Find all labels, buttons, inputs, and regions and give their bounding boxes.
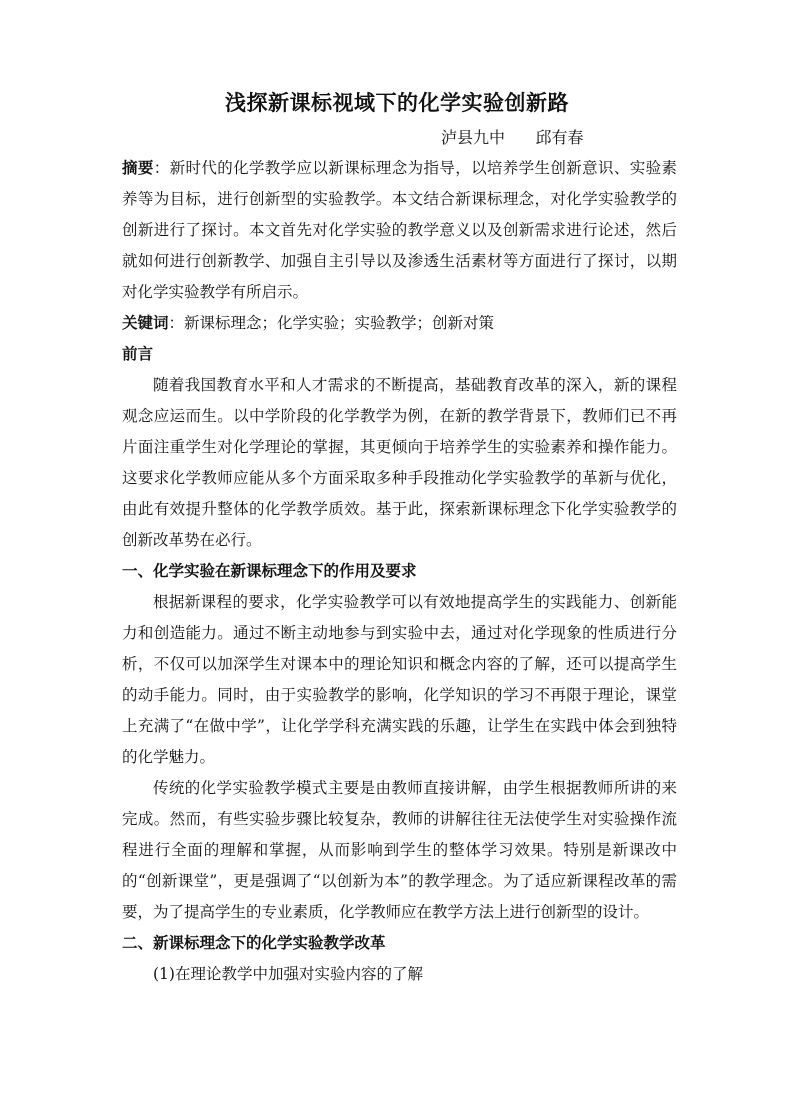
abstract-text: ：新时代的化学教学应以新课标理念为指导，以培养学生创新意识、实验素养等为目标，进行创新型的实验教学。本文结合新课标理念，对化学实验教学的创新进行了探讨。本文首先对化学实验的教学意义以及创新需求进行论述，然后就如何进行创新教学、加强自主引导以及渗透生活素材等方面进行了探讨，以期对化学实验教学有所启示。 bbox=[122, 159, 677, 301]
author-line: 泸县九中 邱有春 bbox=[441, 128, 584, 147]
section2-heading: 二、新课标理念下的化学实验教学改革 bbox=[122, 934, 386, 952]
document-body bbox=[122, 153, 677, 990]
abstract-paragraph bbox=[122, 153, 677, 308]
keywords-text: ：新课标理念；化学实验；实验教学；创新对策 bbox=[168, 314, 495, 332]
section1-heading: 一、化学实验在新课标理念下的作用及要求 bbox=[122, 562, 417, 580]
section1-paragraph-1: 根据新课程的要求，化学实验教学可以有效地提高学生的实践能力、创新能力和创造能力。通过不断主动地参与到实验中去，通过对化学现象的性质进行分析，不仅可以加深学生对课本中的理论知识和概念内容的了解，还可以提高学生的动手能力。同时，由于实验教学的影响，化学知识的学习不再限于理论，课堂上充满了“在做中学”，让化学学科充满实践的乐趣，让学生在实践中体会到独特的化学魅力。 bbox=[122, 593, 677, 766]
document-title: 浅探新课标视域下的化学实验创新路 bbox=[225, 91, 569, 115]
preface-heading: 前言 bbox=[122, 345, 154, 363]
abstract-label: 摘要 bbox=[122, 159, 154, 177]
keywords-paragraph bbox=[122, 308, 677, 339]
preface-paragraph: 随着我国教育水平和人才需求的不断提高，基础教育改革的深入，新的课程观念应运而生。以中学阶段的化学教学为例，在新的教学背景下，教师们已不再片面注重学生对化学理论的掌握，其更倾向于培养学生的实验素养和操作能力。这要求化学教师应能从多个方面采取多种手段推动化学实验教学的革新与优化，由此有效提升整体的化学教学质效。基于此，探索新课标理念下化学实验教学的创新改革势在必行。 bbox=[122, 376, 677, 549]
section2-subheading: (1)在理论教学中加强对实验内容的了解 bbox=[153, 965, 423, 983]
keywords-label: 关键词 bbox=[122, 314, 169, 332]
section1-paragraph-2: 传统的化学实验教学模式主要是由教师直接讲解，由学生根据教师所讲的来完成。然而，有些实验步骤比较复杂，教师的讲解往往无法使学生对实验操作流程进行全面的理解和掌握，从而影响到学生的整体学习效果。特别是新课改中的“创新课堂”，更是强调了“以创新为本”的教学理念。为了适应新课程改革的需要，为了提高学生的专业素质，化学教师应在教学方法上进行创新型的设计。 bbox=[122, 779, 677, 921]
